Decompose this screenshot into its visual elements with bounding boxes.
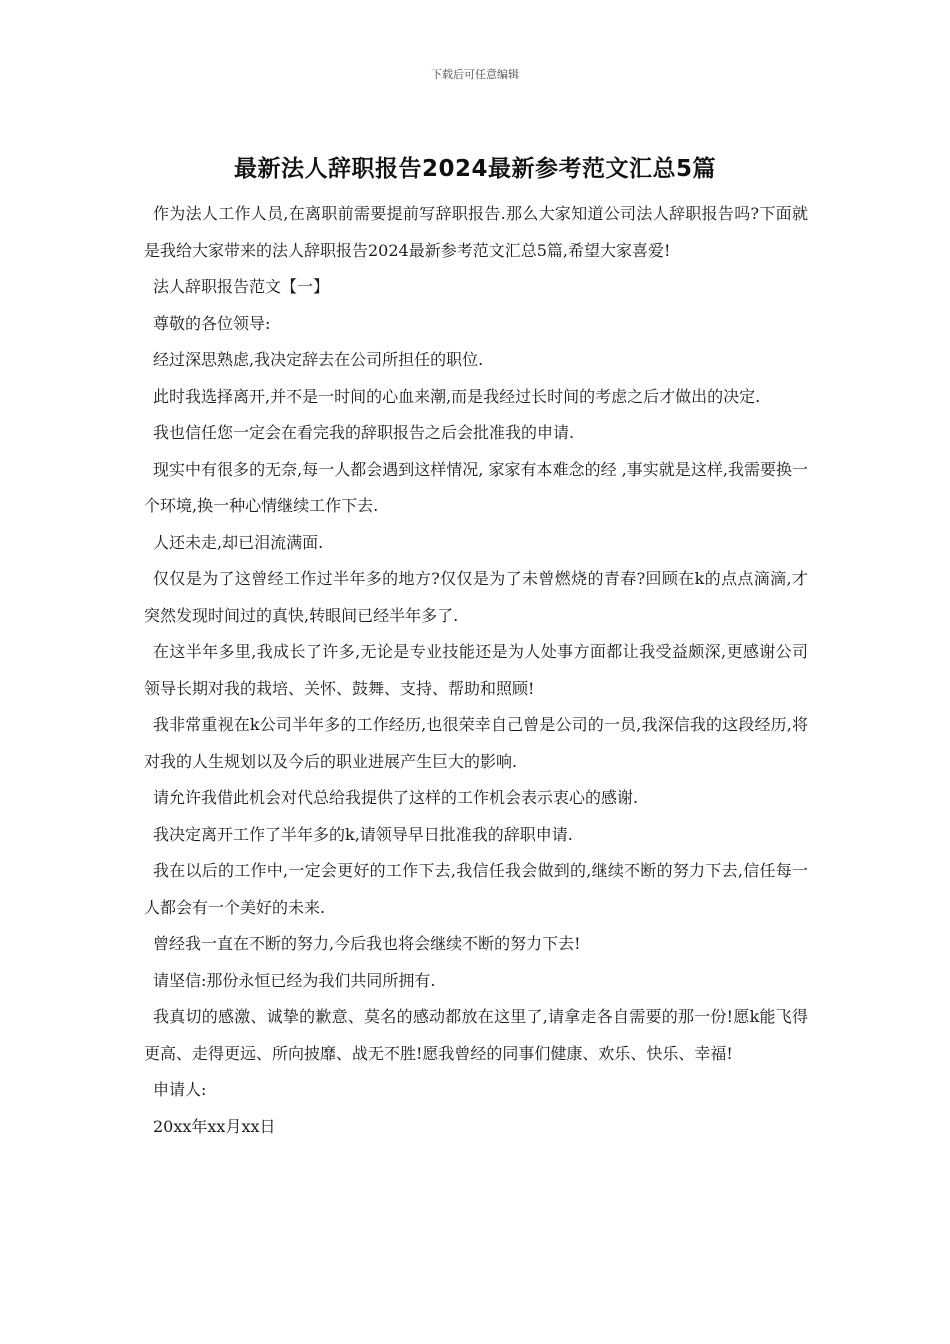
paragraph: 我在以后的工作中,一定会更好的工作下去,我信任我会做到的,继续不断的努力下去,信任每一人都会有一个美好的未来. (144, 861, 808, 917)
paragraph: 请允许我借此机会对代总给我提供了这样的工作机会表示衷心的感谢. (153, 788, 639, 807)
paragraph: 经过深思熟虑,我决定辞去在公司所担任的职位. (153, 350, 484, 369)
paragraph: 在这半年多里,我成长了许多,无论是专业技能还是为人处事方面都让我受益颇深,更感谢公司领导长期对我的栽培、关怀、鼓舞、支持、帮助和照顾! (144, 642, 808, 698)
paragraph: 我也信任您一定会在看完我的辞职报告之后会批准我的申请. (153, 423, 575, 442)
paragraph: 曾经我一直在不断的努力,今后我也将会继续不断的努力下去! (153, 934, 581, 953)
paragraph: 我非常重视在k公司半年多的工作经历,也很荣幸自己曾是公司的一员,我深信我的这段经历,将对我的人生规划以及今后的职业进展产生巨大的影响. (144, 715, 808, 771)
paragraph: 请坚信:那份永恒已经为我们共同所拥有. (153, 970, 436, 990)
paragraph: 现实中有很多的无奈,每一人都会遇到这样情况, 家家有本难念的经 ,事实就是这样,我需要换一个环境,换一种心情继续工作下去. (144, 459, 808, 515)
paragraph: 尊敬的各位领导: (153, 313, 271, 333)
header-note: 下载后可任意编辑 (431, 68, 519, 81)
paragraph: 我决定离开工作了半年多的k,请领导早日批准我的辞职申请. (153, 824, 573, 844)
paragraph: 20xx年xx月xx日 (153, 1116, 276, 1136)
paragraph: 仅仅是为了这曾经工作过半年多的地方?仅仅是为了未曾燃烧的青春?回顾在k的点点滴滴,才突然发现时间过的真快,转眼间已经半年多了. (144, 569, 808, 625)
paragraph: 我真切的感激、诚挚的歉意、莫名的感动都放在这里了,请拿走各自需要的那一份!愿k能飞得更高、走得更远、所向披靡、战无不胜!愿我曾经的同事们健康、欢乐、快乐、幸福! (144, 1007, 808, 1063)
paragraph: 申请人: (153, 1080, 207, 1099)
paragraph: 人还未走,却已泪流满面. (153, 532, 324, 552)
paragraph: 此时我选择离开,并不是一时间的心血来潮,而是我经过长时间的考虑之后才做出的决定. (153, 386, 761, 406)
document-title: 最新法人辞职报告2024最新参考范文汇总5篇 (233, 156, 717, 182)
paragraph: 作为法人工作人员,在离职前需要提前写辞职报告.那么大家知道公司法人辞职报告吗?下面就是我给大家带来的法人辞职报告2024最新参考范文汇总5篇,希望大家喜爱! (144, 204, 808, 260)
paragraph: 法人辞职报告范文【一】 (153, 277, 330, 296)
document-body (144, 196, 808, 1145)
